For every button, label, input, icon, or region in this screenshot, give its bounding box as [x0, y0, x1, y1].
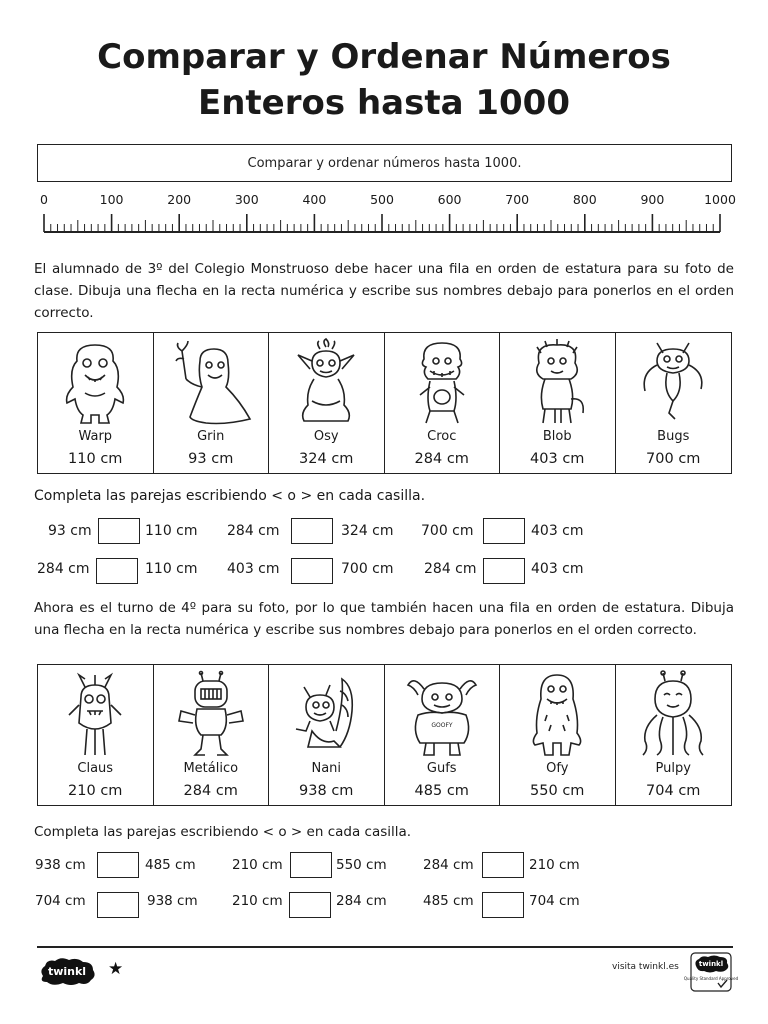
compare-answer-box[interactable] — [291, 518, 333, 544]
monster-osy-icon — [286, 339, 366, 427]
monster-grid-4th — [37, 664, 732, 806]
monster-nani-icon — [286, 671, 366, 759]
section2-paragraph: Ahora es el turno de 4º para su foto, por lo que también hacen una fila en orden de estatura. Dibuja una flecha en la recta numérica y escribe sus nombres debajo para ponerlos en el orden correcto. — [34, 600, 734, 638]
monster-height: 485 cm — [414, 783, 469, 799]
title-line-1: Comparar y Ordenar Números — [97, 37, 671, 77]
compare-answer-box[interactable] — [97, 852, 139, 878]
pair-right-value: 550 cm — [336, 857, 387, 873]
monster-height: 550 cm — [530, 783, 585, 799]
badge-text: twinkl — [698, 960, 724, 968]
monster-height: 93 cm — [188, 451, 234, 467]
compare-answer-box[interactable] — [482, 852, 524, 878]
pair-right-value: 700 cm — [341, 561, 394, 577]
tick-label: 300 — [234, 192, 259, 207]
badge-caption: Quality Standard Approved — [683, 976, 739, 981]
monster-height: 704 cm — [646, 783, 701, 799]
monster-name: Warp — [78, 429, 113, 444]
pair-right-value: 403 cm — [531, 523, 584, 539]
visit-link[interactable]: visita twinkl.es — [612, 962, 679, 972]
title-line-2: Enteros hasta 1000 — [198, 83, 570, 123]
monster-card — [500, 333, 616, 473]
pair-right-value: 704 cm — [529, 893, 580, 909]
page-title — [0, 34, 768, 126]
monster-blob-icon — [517, 339, 597, 427]
monster-height: 700 cm — [646, 451, 701, 467]
monster-card — [38, 333, 154, 473]
quality-badge-icon — [683, 952, 739, 992]
monster-bugs-icon — [633, 339, 713, 427]
tick-label: 100 — [99, 192, 124, 207]
monster-ofy-icon — [517, 671, 597, 759]
tick-label: 900 — [640, 192, 665, 207]
tick-label: 1000 — [704, 192, 736, 207]
monster-name: Bugs — [657, 429, 690, 444]
monster-warp-icon — [55, 339, 135, 427]
compare-answer-box[interactable] — [290, 852, 332, 878]
monster-card — [38, 665, 154, 805]
pair-right-value: 324 cm — [341, 523, 394, 539]
logo-text: twinkl — [47, 965, 87, 978]
footer-divider — [37, 946, 733, 948]
number-line[interactable] — [30, 188, 742, 236]
monster-card — [616, 665, 732, 805]
monster-height: 938 cm — [299, 783, 354, 799]
pair-left-value: 210 cm — [232, 857, 283, 873]
monster-height: 110 cm — [68, 451, 123, 467]
tick-label: 0 — [40, 192, 48, 207]
monster-height: 403 cm — [530, 451, 585, 467]
pair-right-value: 403 cm — [531, 561, 584, 577]
pair-right-value: 210 cm — [529, 857, 580, 873]
compare-answer-box[interactable] — [482, 892, 524, 918]
monster-pulpy-icon — [633, 671, 713, 759]
section1-paragraph: El alumnado de 3º del Colegio Monstruoso debe hacer una fila en orden de estatura para su foto de clase. Dibuja una flecha en la recta numérica y escribe sus nombres debajo para ponerlos en el orden correcto. — [34, 261, 734, 321]
monster-height: 284 cm — [414, 451, 469, 467]
star-icon: ★ — [108, 959, 124, 979]
monster-name: Claus — [77, 761, 114, 776]
subtitle-box — [37, 144, 732, 182]
compare-answer-box[interactable] — [483, 558, 525, 584]
monster-card — [269, 665, 385, 805]
subtitle-text: Comparar y ordenar números hasta 1000. — [247, 155, 522, 171]
monster-claus-icon — [55, 671, 135, 759]
section1-instruction: Completa las parejas escribiendo < o > en cada casilla. — [34, 488, 426, 504]
pair-right-value: 284 cm — [336, 893, 387, 909]
monster-grin-icon — [166, 339, 256, 427]
pair-right-value: 485 cm — [145, 857, 196, 873]
compare-answer-box[interactable] — [98, 518, 140, 544]
pair-left-value: 704 cm — [35, 893, 86, 909]
tick-label: 600 — [437, 192, 462, 207]
pair-right-value: 110 cm — [145, 561, 198, 577]
monster-card — [616, 333, 732, 473]
compare-answer-box[interactable] — [483, 518, 525, 544]
pair-left-value: 93 cm — [48, 523, 92, 539]
monster-card — [269, 333, 385, 473]
section2-instruction: Completa las parejas escribiendo < o > en cada casilla. — [34, 824, 412, 840]
monster-name: Gufs — [426, 761, 457, 776]
monster-name: Grin — [197, 429, 225, 444]
monster-name: Metálico — [183, 761, 239, 776]
pair-left-value: 485 cm — [423, 893, 474, 909]
monster-name: Ofy — [546, 761, 569, 776]
pair-left-value: 700 cm — [421, 523, 474, 539]
tick-label: 200 — [167, 192, 192, 207]
pair-left-value: 938 cm — [35, 857, 86, 873]
monster-height: 210 cm — [68, 783, 123, 799]
svg-text:GOOFY: GOOFY — [431, 722, 453, 729]
monster-card — [154, 333, 270, 473]
monster-name: Blob — [542, 429, 572, 444]
monster-card — [500, 665, 616, 805]
pair-left-value: 284 cm — [227, 523, 280, 539]
monster-gufs-icon — [402, 671, 482, 759]
monster-card — [385, 333, 501, 473]
monster-grid-3rd — [37, 332, 732, 474]
pair-right-value: 938 cm — [147, 893, 198, 909]
compare-answer-box[interactable] — [97, 892, 139, 918]
pair-right-value: 110 cm — [145, 523, 198, 539]
monster-name: Nani — [311, 761, 342, 776]
pair-left-value: 284 cm — [424, 561, 477, 577]
monster-name: Pulpy — [655, 761, 691, 776]
monster-metalico-icon — [171, 671, 251, 759]
twinkl-logo-icon[interactable] — [37, 956, 97, 986]
tick-label: 700 — [505, 192, 530, 207]
tick-label: 800 — [572, 192, 597, 207]
monster-name: Osy — [313, 429, 339, 444]
pair-left-value: 284 cm — [37, 561, 90, 577]
monster-height: 284 cm — [183, 783, 238, 799]
compare-answer-box[interactable] — [291, 558, 333, 584]
pair-left-value: 284 cm — [423, 857, 474, 873]
tick-label: 400 — [302, 192, 327, 207]
pair-left-value: 210 cm — [232, 893, 283, 909]
monster-height: 324 cm — [299, 451, 354, 467]
monster-croc-icon — [402, 339, 482, 427]
monster-name: Croc — [427, 429, 457, 444]
tick-label: 500 — [370, 192, 394, 207]
compare-answer-box[interactable] — [96, 558, 138, 584]
monster-card — [385, 665, 501, 805]
monster-card — [154, 665, 270, 805]
pair-left-value: 403 cm — [227, 561, 280, 577]
compare-answer-box[interactable] — [289, 892, 331, 918]
